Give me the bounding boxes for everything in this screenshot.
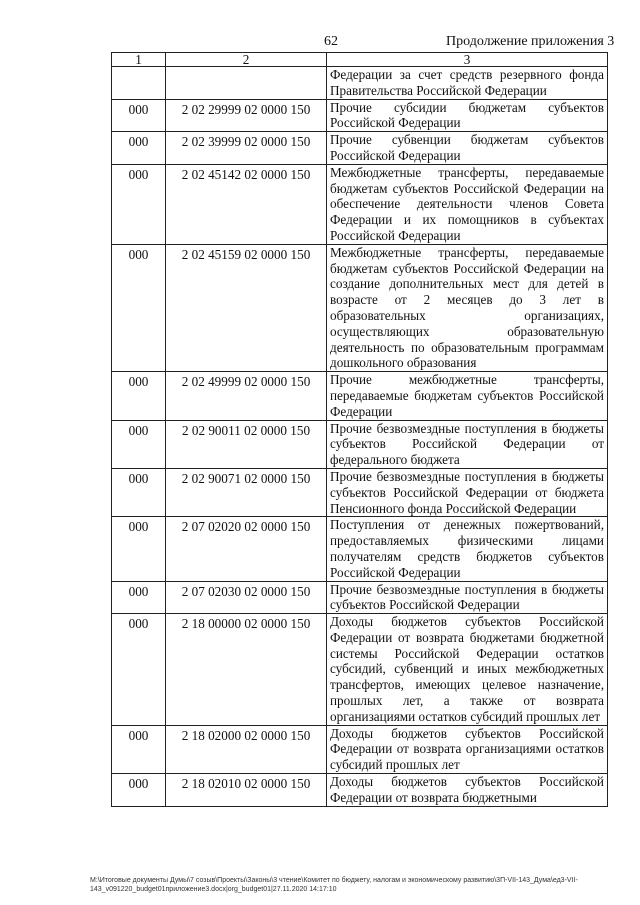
- budget-code-cell: 2 07 02020 02 0000 150: [166, 517, 327, 581]
- code-admin-cell: 000: [112, 164, 166, 244]
- budget-code-cell: 2 02 45159 02 0000 150: [166, 244, 327, 371]
- budget-code-cell: 2 18 02010 02 0000 150: [166, 774, 327, 807]
- continuation-title: Продолжение приложения 3: [446, 34, 615, 49]
- description-cell: Межбюджетные трансферты, передаваемые бюджетам субъектов Российской Федерации на обеспечение деятельности членов Совета Федерации и их помощников в субъектах Российской Федерации: [327, 164, 608, 244]
- table-row: [112, 581, 608, 614]
- description-cell: Прочие безвозмездные поступления в бюджеты субъектов Российской Федерации: [327, 581, 608, 614]
- code-admin-cell: 000: [112, 517, 166, 581]
- code-admin-cell: 000: [112, 614, 166, 726]
- budget-code-cell: 2 02 49999 02 0000 150: [166, 372, 327, 420]
- column-header-1: 1: [112, 53, 166, 67]
- code-admin-cell: 000: [112, 132, 166, 165]
- table-header-row: [112, 53, 608, 67]
- table-row: [112, 99, 608, 132]
- budget-code-cell: 2 02 90071 02 0000 150: [166, 468, 327, 516]
- column-header-2: 2: [166, 53, 327, 67]
- description-cell: Доходы бюджетов субъектов Российской Федерации от возврата организациями остатков субсидий прошлых лет: [327, 725, 608, 773]
- table-row: [112, 614, 608, 726]
- description-cell: Прочие субвенции бюджетам субъектов Российской Федерации: [327, 132, 608, 165]
- code-admin-cell: 000: [112, 725, 166, 773]
- document-path-footer: М:\Итоговые документы Думы\7 созыв\Проекты\Законы\3 чтение\Комитет по бюджету, налогам и экономическому развитию\3П-VII-143_Дума\ед3-VII-143_v091220_budget01приложение3.docx|org_budget01|27.11.2020 14:17:10: [90, 877, 578, 893]
- page-number: 62: [324, 34, 338, 49]
- code-admin-cell: 000: [112, 420, 166, 468]
- description-cell: Поступления от денежных пожертвований, предоставляемых физическими лицами получателям средств бюджетов субъектов Российской Федерации: [327, 517, 608, 581]
- budget-codes-table: [111, 52, 608, 807]
- table-row: [112, 420, 608, 468]
- description-cell: Федерации за счет средств резервного фонда Правительства Российской Федерации: [327, 67, 608, 100]
- table-row: [112, 132, 608, 165]
- description-cell: Межбюджетные трансферты, передаваемые бюджетам субъектов Российской Федерации на создание дополнительных мест для детей в возрасте от 2 месяцев до 3 лет в образовательных организациях, осуществляющих образовательную деятельность по образовательным программам дошкольного образования: [327, 244, 608, 371]
- code-admin-cell: 000: [112, 244, 166, 371]
- table-row: [112, 517, 608, 581]
- description-cell: Доходы бюджетов субъектов Российской Федерации от возврата бюджетами бюджетной системы Российской Федерации остатков субсидий, субвенций и иных межбюджетных трансфертов, имеющих целевое назначение, прошлых лет, а также от возврата организациями остатков субсидий прошлых лет: [327, 614, 608, 726]
- budget-code-cell: [166, 67, 327, 100]
- table-row: [112, 67, 608, 100]
- budget-code-cell: 2 18 00000 02 0000 150: [166, 614, 327, 726]
- table-row: [112, 468, 608, 516]
- table-row: [112, 244, 608, 371]
- description-cell: Прочие безвозмездные поступления в бюджеты субъектов Российской Федерации от бюджета Пенсионного фонда Российской Федерации: [327, 468, 608, 516]
- budget-code-cell: 2 02 29999 02 0000 150: [166, 99, 327, 132]
- code-admin-cell: 000: [112, 581, 166, 614]
- budget-code-cell: 2 02 45142 02 0000 150: [166, 164, 327, 244]
- code-admin-cell: 000: [112, 99, 166, 132]
- code-admin-cell: 000: [112, 372, 166, 420]
- code-admin-cell: [112, 67, 166, 100]
- table-row: [112, 774, 608, 807]
- budget-code-cell: 2 18 02000 02 0000 150: [166, 725, 327, 773]
- description-cell: Прочие безвозмездные поступления в бюджеты субъектов Российской Федерации от федерального бюджета: [327, 420, 608, 468]
- table-row: [112, 372, 608, 420]
- table-body: [112, 67, 608, 807]
- code-admin-cell: 000: [112, 774, 166, 807]
- column-header-3: 3: [327, 53, 608, 67]
- table-row: [112, 725, 608, 773]
- description-cell: Доходы бюджетов субъектов Российской Федерации от возврата бюджетными: [327, 774, 608, 807]
- budget-code-cell: 2 02 90011 02 0000 150: [166, 420, 327, 468]
- description-cell: Прочие межбюджетные трансферты, передаваемые бюджетам субъектов Российской Федерации: [327, 372, 608, 420]
- table-row: [112, 164, 608, 244]
- budget-code-cell: 2 07 02030 02 0000 150: [166, 581, 327, 614]
- budget-code-cell: 2 02 39999 02 0000 150: [166, 132, 327, 165]
- code-admin-cell: 000: [112, 468, 166, 516]
- description-cell: Прочие субсидии бюджетам субъектов Российской Федерации: [327, 99, 608, 132]
